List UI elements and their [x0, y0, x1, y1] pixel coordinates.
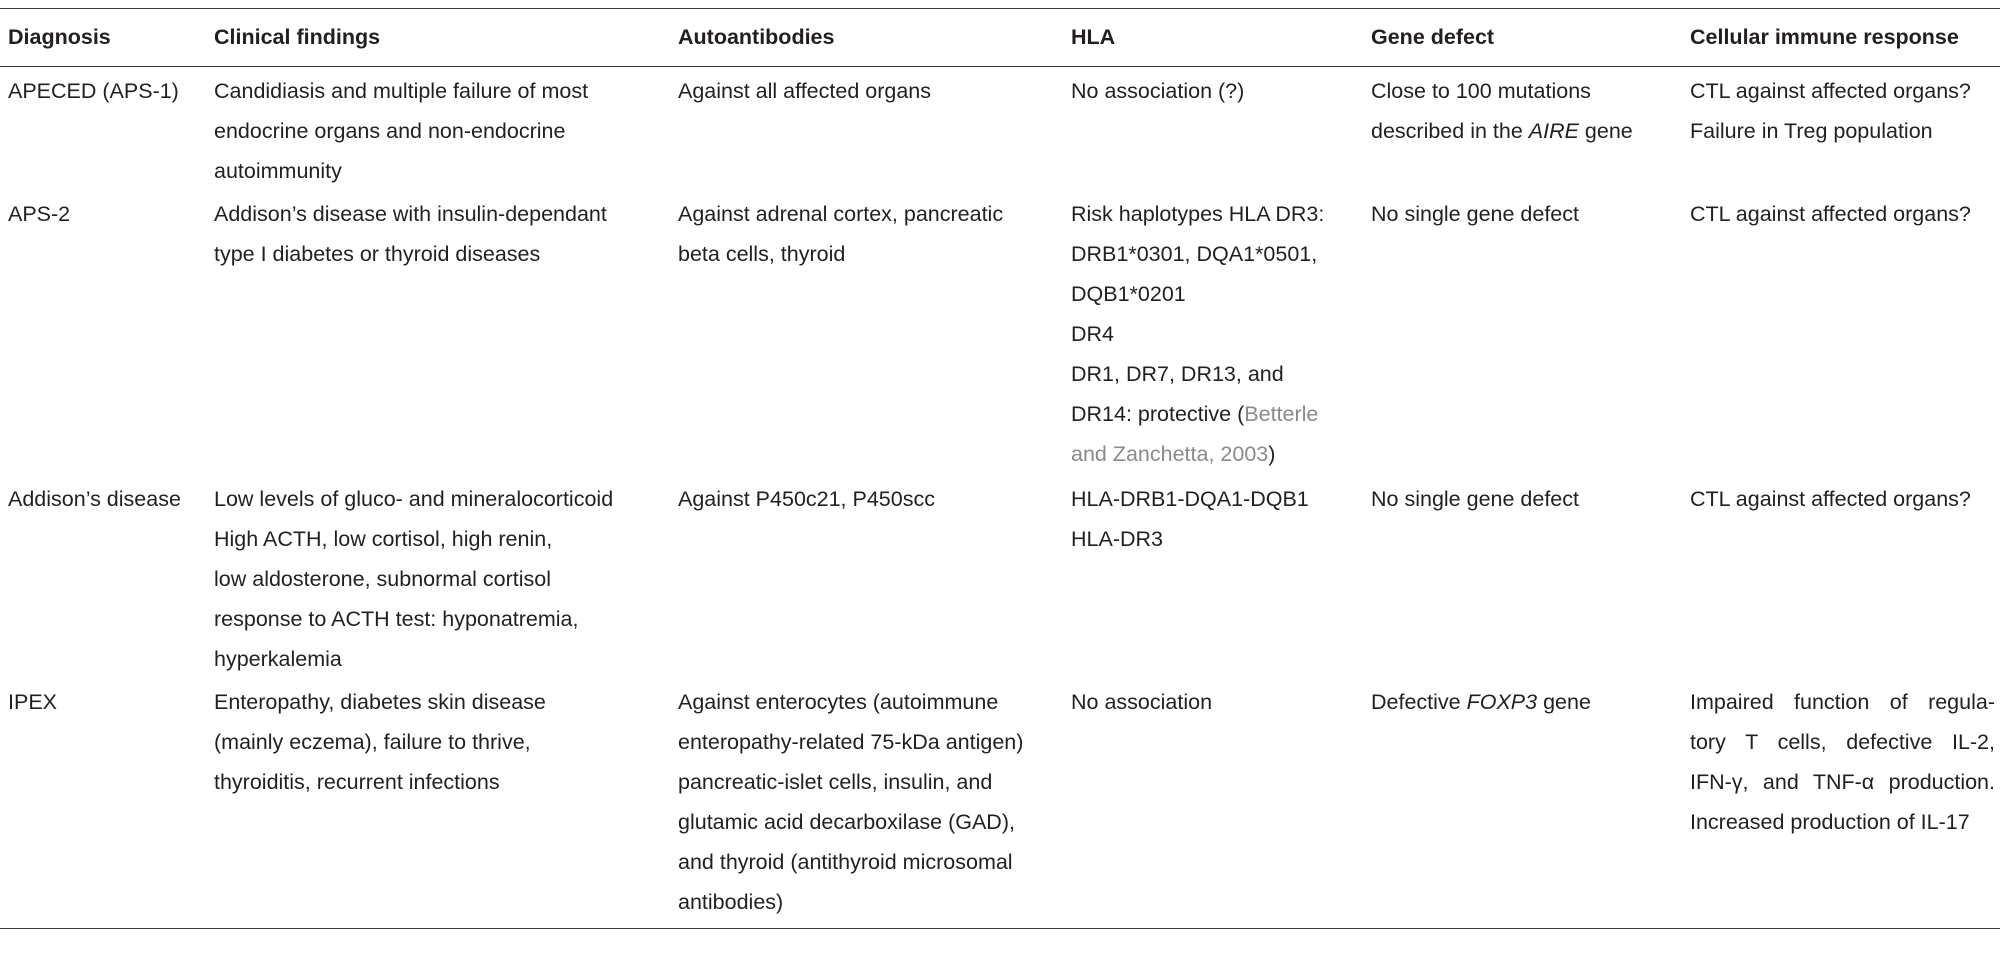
cell-autoantibodies	[678, 71, 1068, 111]
header-hla: HLA	[1071, 25, 1116, 49]
header-clinical-findings: Clinical findings	[214, 25, 381, 49]
text-line: autoimmunity	[214, 159, 342, 183]
cell-cellular-immune-response	[1690, 479, 1995, 519]
text-segment: )	[1268, 442, 1276, 466]
text-line: DR4	[1071, 322, 1115, 346]
table-row	[0, 71, 2000, 194]
text-line: High ACTH, low cortisol, high renin,	[214, 527, 553, 551]
cell-cellular-immune-response	[1690, 71, 1995, 151]
header-autoantibodies: Autoantibodies	[678, 25, 835, 49]
text-line: DR1, DR7, DR13, and	[1071, 362, 1284, 386]
header-cellular-immune-response: Cellular immune response	[1690, 25, 1959, 49]
text-segment: described in the	[1371, 119, 1529, 143]
cell-hla	[1071, 682, 1366, 722]
text-line: thyroiditis, recurrent infections	[214, 770, 500, 794]
text-line: endocrine organs and non-endocrine	[214, 119, 566, 143]
text-line: glutamic acid decarboxilase (GAD),	[678, 810, 1015, 834]
cell-clinical-findings	[214, 194, 674, 274]
text-line: antibodies)	[678, 890, 784, 914]
text-line: No association	[1071, 690, 1213, 714]
text-line: IFN-γ, and TNF-α production.	[1690, 770, 1995, 794]
text-segment: gene	[1578, 119, 1633, 143]
text-line: HLA-DRB1-DQA1-DQB1	[1071, 487, 1309, 511]
text-line: Against enterocytes (autoimmune	[678, 690, 999, 714]
cell-cellular-immune-response	[1690, 194, 1995, 234]
text-line: CTL against affected organs?	[1690, 79, 1971, 103]
text-line: hyperkalemia	[214, 647, 342, 671]
table-body	[0, 71, 2000, 928]
text-line: response to ACTH test: hyponatremia,	[214, 607, 579, 631]
text-line: (mainly eczema), failure to thrive,	[214, 730, 531, 754]
cell-gene-defect	[1371, 682, 1686, 722]
text-line: enteropathy-related 75-kDa antigen)	[678, 730, 1024, 754]
cell-clinical-findings	[214, 682, 674, 802]
text-line: Candidiasis and multiple failure of most	[214, 79, 589, 103]
header-gene-defect: Gene defect	[1371, 25, 1495, 49]
text-line: Against all affected organs	[678, 79, 931, 103]
cell-autoantibodies	[678, 479, 1068, 519]
text-line	[1371, 682, 1686, 722]
text-segment: DR14: protective (	[1071, 402, 1245, 426]
text-line: Risk haplotypes HLA DR3:	[1071, 202, 1325, 226]
cell-gene-defect	[1371, 479, 1686, 519]
gene-name: AIRE	[1528, 119, 1579, 143]
text-line: Against P450c21, P450scc	[678, 487, 935, 511]
text-line: and thyroid (antithyroid microsomal	[678, 850, 1013, 874]
cell-gene-defect	[1371, 71, 1686, 151]
cell-cellular-immune-response	[1690, 682, 1995, 842]
text-line	[1071, 394, 1366, 434]
text-line: CTL against affected organs?	[1690, 202, 1971, 226]
text-line: Addison’s disease with insulin-dependant	[214, 202, 607, 226]
text-line: pancreatic-islet cells, insulin, and	[678, 770, 993, 794]
cell-autoantibodies	[678, 682, 1068, 922]
text-line: Failure in Treg population	[1690, 119, 1933, 143]
table-header-row	[0, 9, 2000, 67]
text-line: Against adrenal cortex, pancreatic	[678, 202, 1004, 226]
text-segment: gene	[1537, 690, 1591, 714]
gene-name: FOXP3	[1466, 690, 1538, 714]
text-line: HLA-DR3	[1071, 527, 1163, 551]
text-line	[1371, 111, 1686, 151]
cell-hla	[1071, 479, 1366, 559]
text-line: Close to 100 mutations	[1371, 79, 1591, 103]
cell-gene-defect	[1371, 194, 1686, 234]
text-line	[1071, 434, 1366, 474]
cell-diagnosis: Addison’s disease	[8, 487, 181, 511]
cell-clinical-findings	[214, 479, 674, 679]
header-diagnosis: Diagnosis	[8, 25, 111, 49]
cell-hla	[1071, 194, 1366, 474]
text-line: No single gene defect	[1371, 487, 1579, 511]
text-line: No association (?)	[1071, 79, 1245, 103]
text-line: Increased production of IL-17	[1690, 810, 1970, 834]
text-segment: Defective	[1371, 690, 1467, 714]
cell-diagnosis: APS-2	[8, 202, 71, 226]
cell-diagnosis: APECED (APS-1)	[8, 79, 179, 103]
text-line: CTL against affected organs?	[1690, 487, 1971, 511]
text-line: tory T cells, defective IL-2,	[1690, 730, 1995, 754]
table-row	[0, 682, 2000, 928]
text-line: No single gene defect	[1371, 202, 1579, 226]
text-line: Impaired function of regula-	[1690, 690, 1995, 714]
citation-link[interactable]: and Zanchetta, 2003	[1071, 442, 1269, 466]
text-line: Enteropathy, diabetes skin disease	[214, 690, 546, 714]
text-line: low aldosterone, subnormal cortisol	[214, 567, 551, 591]
text-line: beta cells, thyroid	[678, 242, 846, 266]
citation-link[interactable]: Betterle	[1244, 402, 1319, 426]
table-row	[0, 194, 2000, 479]
cell-diagnosis: IPEX	[8, 690, 57, 714]
data-table	[0, 8, 2000, 929]
table-row	[0, 479, 2000, 682]
text-line: Low levels of gluco- and mineralocorticoid	[214, 487, 614, 511]
cell-clinical-findings	[214, 71, 674, 191]
text-line: type I diabetes or thyroid diseases	[214, 242, 541, 266]
text-line: DQB1*0201	[1071, 282, 1186, 306]
cell-autoantibodies	[678, 194, 1068, 274]
text-line: DRB1*0301, DQA1*0501,	[1071, 242, 1318, 266]
cell-hla	[1071, 71, 1366, 111]
